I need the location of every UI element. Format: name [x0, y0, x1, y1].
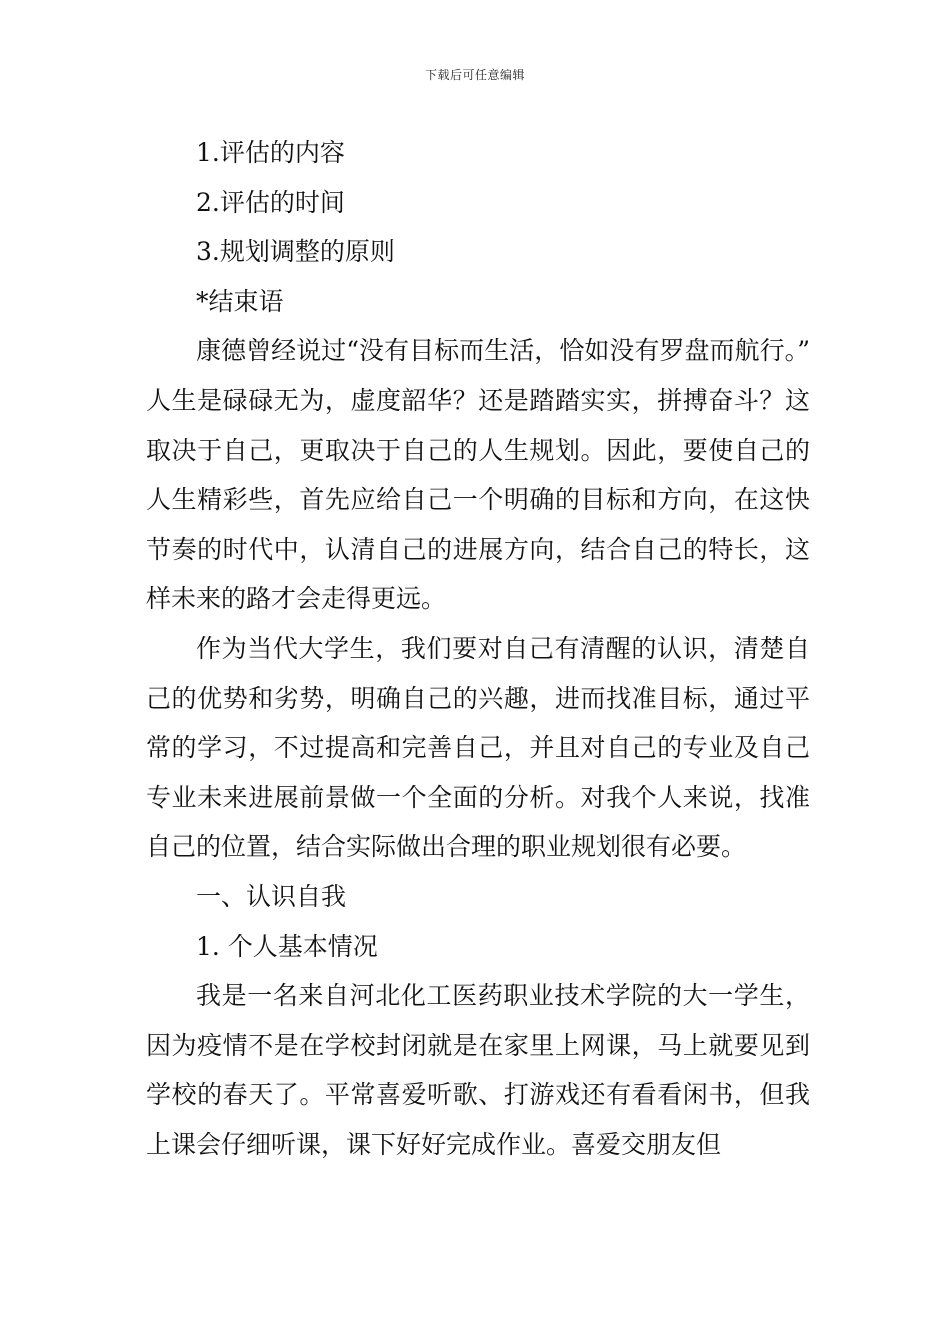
outline-item-conclusion: *结束语 — [196, 286, 284, 316]
section-heading-know-yourself: 一、认识自我 — [196, 881, 347, 911]
document-body — [146, 128, 810, 1169]
paragraph-kant-quote: 康德曾经说过“没有目标而生活，恰如没有罗盘而航行。” 人生是碌碌无为，虚度韶华？还是踏踏实实，拼搏奋斗？这取决于自己，更取决于自己的人生规划。因此，要使自己的人生精彩些，首先应给自己一个明确的目标和方向，在这快节奏的时代中，认清自己的进展方向，结合自己的特长，这样未来的路才会走得更远。 — [146, 336, 810, 614]
outline-item-3: 3.规划调整的原则 — [196, 237, 395, 267]
subsection-heading-basic-info: 1. 个人基本情况 — [196, 931, 378, 961]
page-header: 下载后可任意编辑 — [424, 68, 525, 82]
outline-item-1: 1.评估的内容 — [196, 138, 345, 167]
paragraph-basic-info: 我是一名来自河北化工医药职业技术学院的大一学生，因为疫情不是在学校封闭就是在家里上网课，马上就要见到学校的春天了。平常喜爱听歌、打游戏还有看看闲书，但我上课会仔细听课，课下好好完成作业。喜爱交朋友但 — [146, 981, 810, 1159]
paragraph-self-awareness: 作为当代大学生，我们要对自己有清醒的认识，清楚自己的优势和劣势，明确自己的兴趣，进而找准目标，通过平常的学习，不过提高和完善自己，并且对自己的专业及自己专业未来进展前景做一个全面的分析。对我个人来说，找准自己的位置，结合实际做出合理的职业规划很有必要。 — [146, 633, 810, 862]
outline-item-2: 2.评估的时间 — [196, 187, 345, 217]
